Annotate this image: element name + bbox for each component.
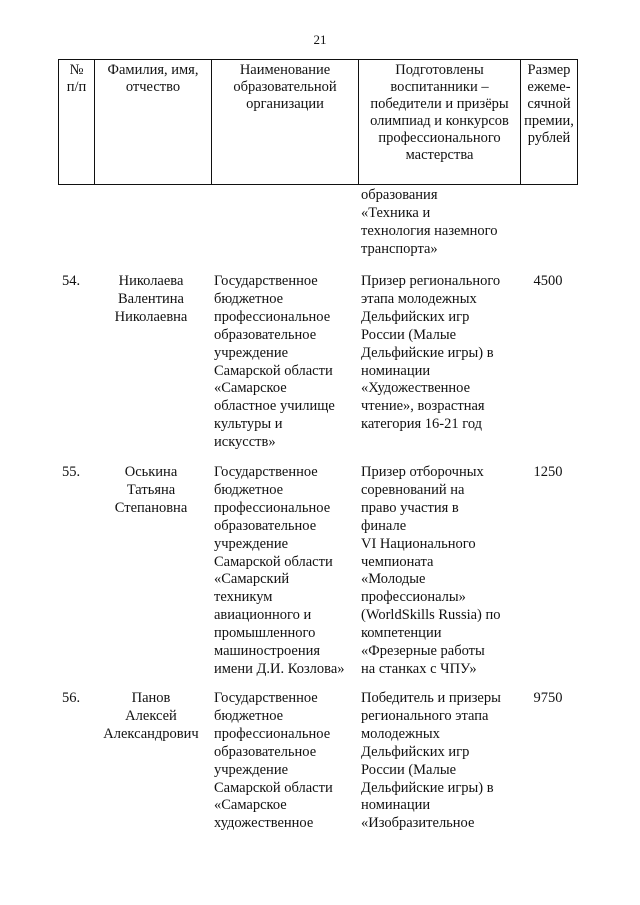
row-achievement: Призер регионального этапа молодежных Дельфийских игр России (Малые Дельфийские игры) в номинации «Художественное чтение», возрастная категория 16-21 год bbox=[361, 273, 501, 433]
header-number: № п/п bbox=[59, 60, 95, 185]
row-full-name: Панов Алексей Александрович bbox=[103, 690, 199, 742]
row-full-name: Николаева Валентина Николаевна bbox=[114, 273, 188, 325]
row-bonus-amount: 9750 bbox=[533, 690, 563, 706]
header-achievement: Подготовлены воспитанники – победители и призёры олимпиад и конкурсов профессионального мастерства bbox=[359, 60, 521, 185]
row-organization: Государственное бюджетное профессиональное образовательное учреждение Самарской области «Самарский техникум авиационного и промышленного машиностроения имени Д.И. Козлова» bbox=[214, 464, 345, 677]
row-number: 55. bbox=[62, 464, 81, 480]
row-number: 56. bbox=[62, 690, 81, 706]
row-achievement: Призер отборочных соревнований на право участия в финале VI Национального чемпионата «Молодые профессионалы» (WorldSkills Russia) по компетенции «Фрезерные работы на станках с ЧПУ» bbox=[361, 464, 501, 677]
row-organization: Государственное бюджетное профессиональное образовательное учреждение Самарской области «Самарское областное училище культуры и искусств» bbox=[214, 273, 335, 451]
row-organization: Государственное бюджетное профессиональное образовательное учреждение Самарской области «Самарское художественное bbox=[214, 690, 333, 832]
header-organization: Наименование образовательной организации bbox=[212, 60, 359, 185]
header-full-name: Фамилия, имя, отчество bbox=[95, 60, 212, 185]
continuation-achievement: образования «Техника и технология наземного транспорта» bbox=[361, 187, 498, 257]
header-bonus-amount: Размер ежеме- сячной премии, рублей bbox=[521, 60, 578, 185]
row-bonus-amount: 1250 bbox=[533, 464, 563, 480]
row-bonus-amount: 4500 bbox=[533, 273, 563, 289]
row-number: 54. bbox=[62, 273, 81, 289]
row-achievement: Победитель и призеры регионального этапа молодежных Дельфийских игр России (Малые Дельфийские игры) в номинации «Изобразительное bbox=[361, 690, 501, 832]
page-number: 21 bbox=[313, 32, 327, 47]
row-full-name: Оськина Татьяна Степановна bbox=[114, 464, 188, 516]
table-header bbox=[58, 59, 578, 185]
